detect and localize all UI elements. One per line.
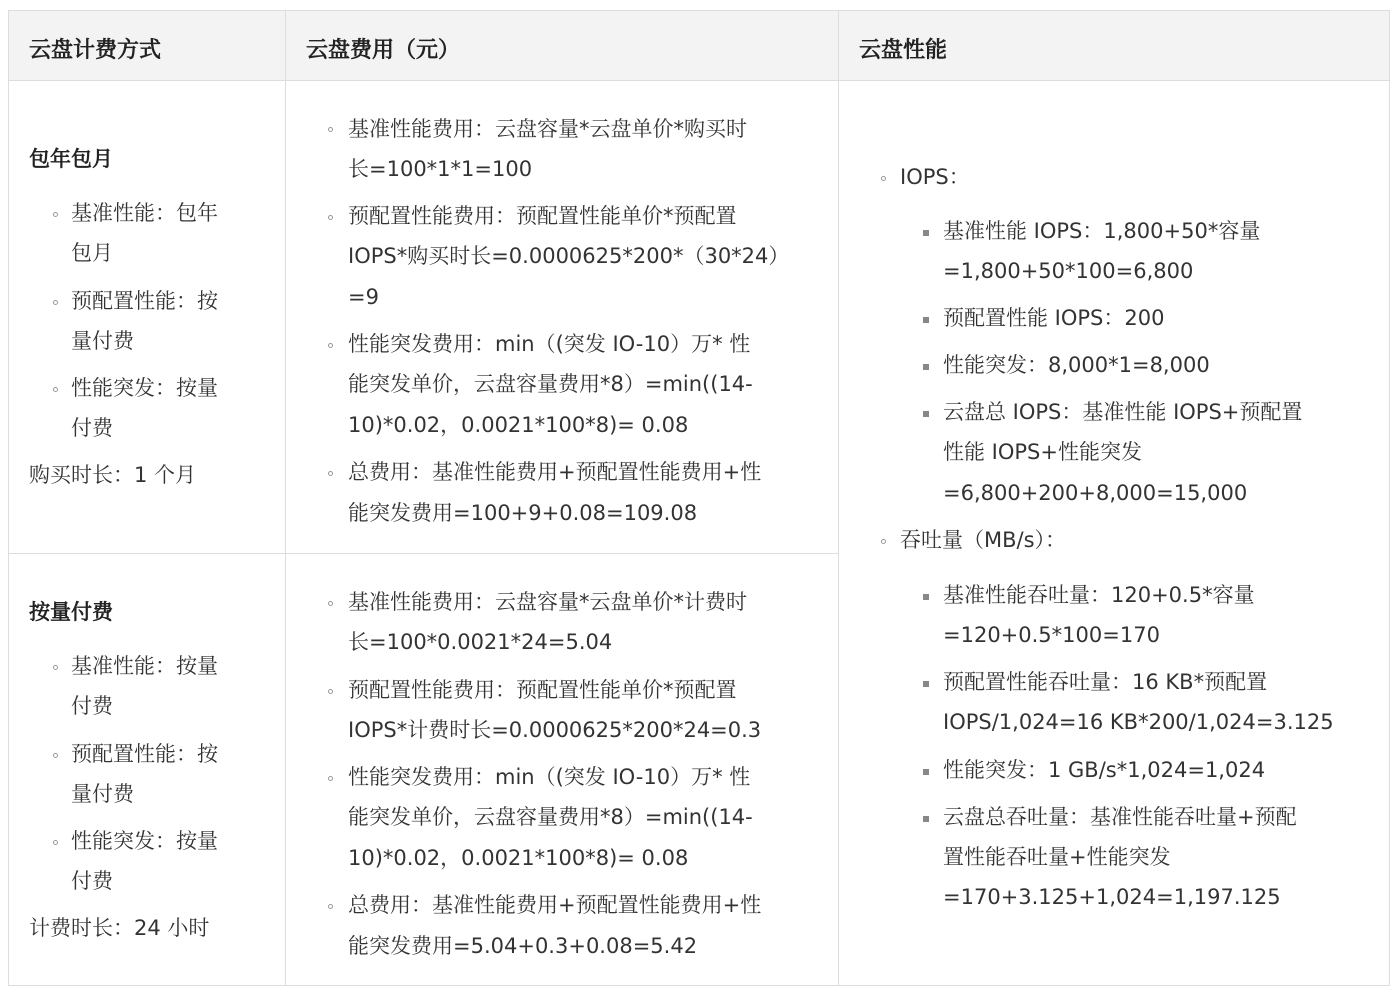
bullet-circle-icon — [328, 689, 333, 694]
bullet-circle-icon — [328, 471, 333, 476]
table-header — [9, 11, 1389, 81]
row1-fee-2-line1: 能突发单价，云盘容量费用*8）=min((14- — [348, 372, 753, 396]
bullet-square-icon — [923, 230, 929, 236]
bullet-square-icon — [923, 769, 929, 775]
bullet-circle-icon — [53, 300, 58, 305]
column-divider — [838, 11, 839, 985]
row2-item-2-line1: 付费 — [71, 869, 113, 893]
row2-fee-1-line1: IOPS*计费时长=0.0000625*200*24=0.3 — [348, 718, 762, 742]
bullet-square-icon — [923, 364, 929, 370]
throughput-item-2-line0: 性能突发：1 GB/s*1,024=1,024 — [943, 758, 1266, 782]
row1-fee-0-line0: 基准性能费用：云盘容量*云盘单价*购买时 — [348, 117, 747, 141]
column-divider — [285, 11, 286, 985]
header-disk-fee: 云盘费用（元） — [306, 38, 461, 63]
throughput-title: 吞吐量（MB/s）： — [900, 528, 1067, 552]
bullet-square-icon — [923, 816, 929, 822]
row2-fee-3-line0: 总费用：基准性能费用+预配置性能费用+性 — [348, 893, 762, 917]
row1-fee-0-line1: 长=100*1*1=100 — [348, 157, 533, 181]
iops-item-3-line2: =6,800+200+8,000=15,000 — [943, 481, 1248, 505]
row2-item-1-line0: 预配置性能：按 — [71, 742, 218, 766]
row1-title: 包年包月 — [29, 147, 113, 171]
bullet-circle-icon — [328, 601, 333, 606]
row1-fee-2-line0: 性能突发费用：min（(突发 IO-10）万* 性 — [348, 332, 751, 356]
bullet-circle-icon — [881, 176, 886, 181]
bullet-circle-icon — [53, 387, 58, 392]
iops-item-2-line0: 性能突发：8,000*1=8,000 — [943, 353, 1210, 377]
throughput-item-3-line0: 云盘总吞吐量：基准性能吞吐量+预配 — [943, 805, 1297, 829]
row2-title: 按量付费 — [29, 600, 113, 624]
bullet-circle-icon — [328, 343, 333, 348]
row1-item-1-line0: 预配置性能：按 — [71, 289, 218, 313]
row2-fee-0-line0: 基准性能费用：云盘容量*云盘单价*计费时 — [348, 590, 747, 614]
bullet-circle-icon — [53, 212, 58, 217]
row2-item-1-line1: 量付费 — [71, 782, 134, 806]
iops-item-0-line1: =1,800+50*100=6,800 — [943, 259, 1194, 283]
throughput-item-0-line1: =120+0.5*100=170 — [943, 623, 1160, 647]
row2-duration: 计费时长：24 小时 — [29, 916, 210, 940]
row2-fee-2-line1: 能突发单价，云盘容量费用*8）=min((14- — [348, 805, 753, 829]
bullet-square-icon — [923, 594, 929, 600]
iops-item-1-line0: 预配置性能 IOPS：200 — [943, 306, 1165, 330]
bullet-square-icon — [923, 411, 929, 417]
iops-title: IOPS： — [900, 165, 970, 189]
throughput-item-1-line1: IOPS/1,024=16 KB*200/1,024=3.125 — [943, 710, 1334, 734]
throughput-item-3-line2: =170+3.125+1,024=1,197.125 — [943, 885, 1281, 909]
header-billing-method: 云盘计费方式 — [29, 38, 162, 63]
bullet-circle-icon — [53, 753, 58, 758]
bullet-square-icon — [923, 317, 929, 323]
row1-item-2-line0: 性能突发：按量 — [71, 376, 218, 400]
iops-item-0-line0: 基准性能 IOPS：1,800+50*容量 — [943, 219, 1261, 243]
iops-item-3-line1: 性能 IOPS+性能突发 — [943, 440, 1142, 464]
iops-item-3-line0: 云盘总 IOPS：基准性能 IOPS+预配置 — [943, 400, 1303, 424]
row1-fee-1-line2: =9 — [348, 285, 379, 309]
row-divider — [9, 553, 838, 554]
row1-fee-3-line1: 能突发费用=100+9+0.08=109.08 — [348, 501, 698, 525]
row1-item-1-line1: 量付费 — [71, 329, 134, 353]
row1-fee-1-line1: IOPS*购买时长=0.0000625*200*（30*24） — [348, 244, 790, 268]
bullet-circle-icon — [53, 665, 58, 670]
row2-fee-0-line1: 长=100*0.0021*24=5.04 — [348, 630, 613, 654]
row2-item-2-line0: 性能突发：按量 — [71, 829, 218, 853]
row1-item-2-line1: 付费 — [71, 416, 113, 440]
row1-fee-1-line0: 预配置性能费用：预配置性能单价*预配置 — [348, 204, 737, 228]
bullet-square-icon — [923, 681, 929, 687]
row2-item-0-line0: 基准性能：按量 — [71, 654, 218, 678]
row1-item-0-line0: 基准性能：包年 — [71, 201, 218, 225]
bullet-circle-icon — [328, 127, 333, 132]
throughput-item-0-line0: 基准性能吞吐量：120+0.5*容量 — [943, 583, 1255, 607]
billing-table — [8, 10, 1390, 986]
row2-fee-2-line2: 10)*0.02，0.0021*100*8)= 0.08 — [348, 846, 689, 870]
row2-fee-1-line0: 预配置性能费用：预配置性能单价*预配置 — [348, 678, 737, 702]
row2-fee-3-line1: 能突发费用=5.04+0.3+0.08=5.42 — [348, 934, 698, 958]
row2-item-0-line1: 付费 — [71, 694, 113, 718]
row1-duration: 购买时长：1 个月 — [29, 463, 197, 487]
bullet-circle-icon — [328, 904, 333, 909]
bullet-circle-icon — [53, 840, 58, 845]
bullet-circle-icon — [881, 539, 886, 544]
row1-fee-3-line0: 总费用：基准性能费用+预配置性能费用+性 — [348, 460, 762, 484]
bullet-circle-icon — [328, 776, 333, 781]
row2-fee-2-line0: 性能突发费用：min（(突发 IO-10）万* 性 — [348, 765, 751, 789]
throughput-item-3-line1: 置性能吞吐量+性能突发 — [943, 845, 1171, 869]
throughput-item-1-line0: 预配置性能吞吐量：16 KB*预配置 — [943, 670, 1268, 694]
header-disk-performance: 云盘性能 — [859, 38, 948, 63]
bullet-circle-icon — [328, 215, 333, 220]
row1-item-0-line1: 包月 — [71, 241, 113, 265]
row1-fee-2-line2: 10)*0.02，0.0021*100*8)= 0.08 — [348, 413, 689, 437]
